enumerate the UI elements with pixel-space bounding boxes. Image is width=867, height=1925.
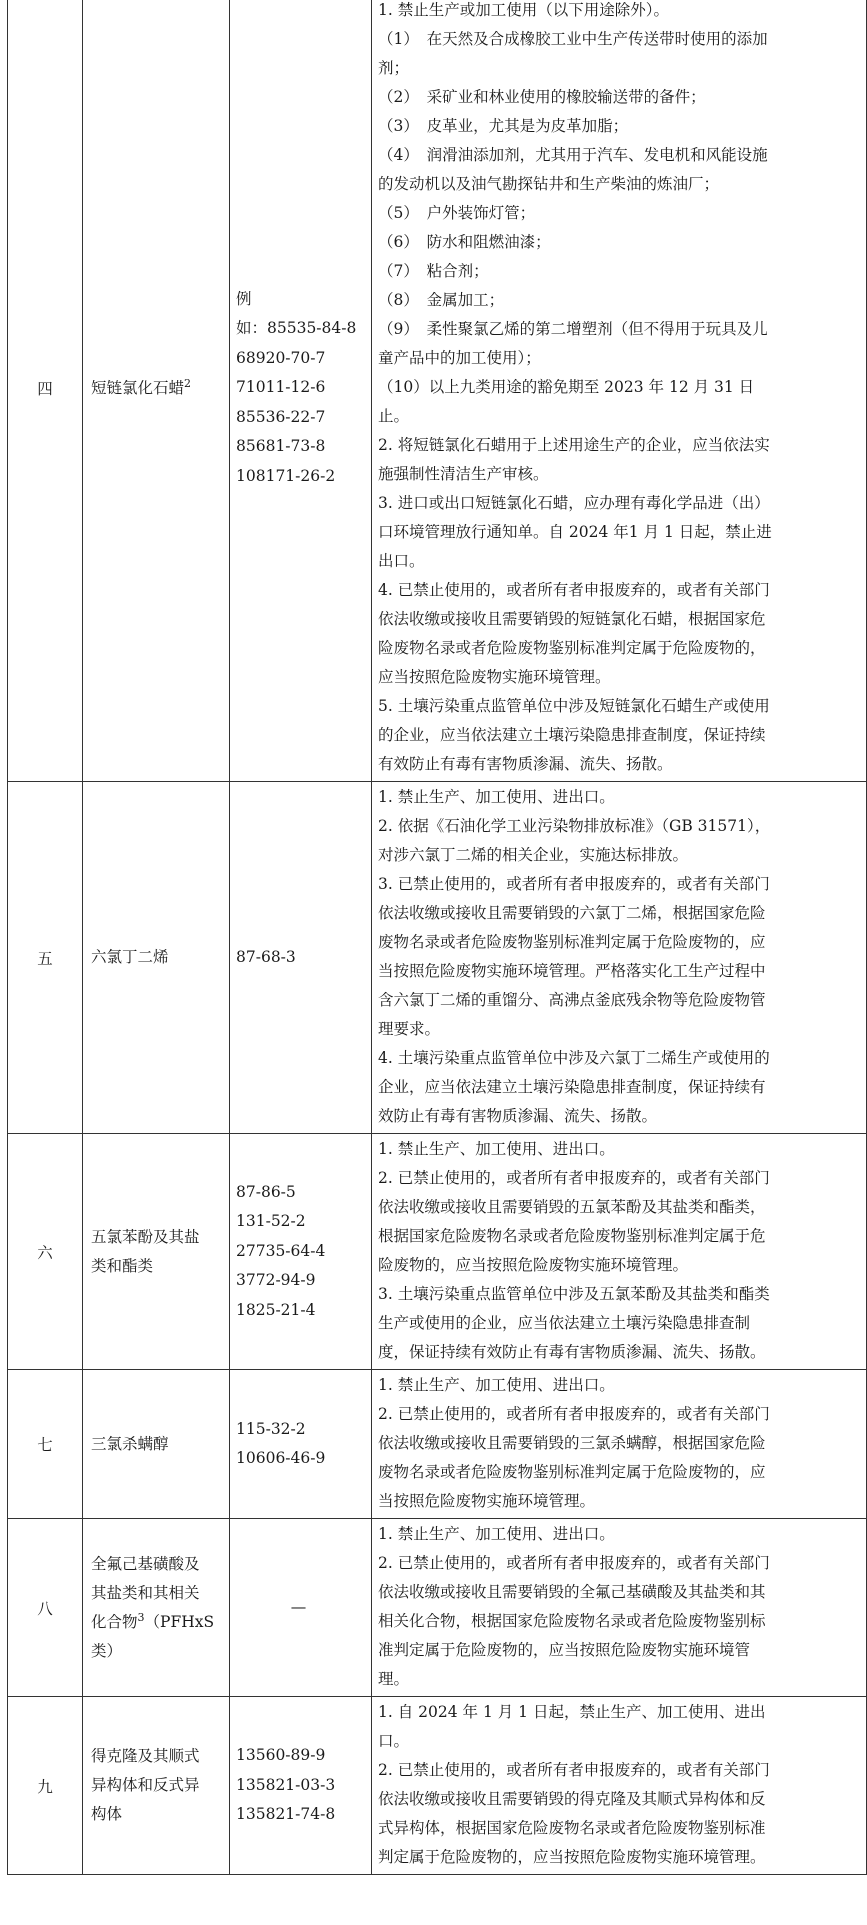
substance-name-cell <box>83 1697 230 1875</box>
cas-number-cell <box>230 782 372 1134</box>
substance-name-text: 五氯苯酚及其盐 <box>91 1227 200 1246</box>
substance-name-abbrev: （PFHxS <box>144 1612 215 1631</box>
measure-text-line: 4. 已禁止使用的，或者所有者申报废弃的，或者有关部门 <box>378 581 770 599</box>
measure-text-line: 的发动机以及油气勘探钻井和生产柴油的炼油厂； <box>378 175 720 193</box>
substance-name-cell <box>83 1519 230 1697</box>
measure-text-line: 止。 <box>378 407 410 425</box>
table-row <box>8 1134 867 1370</box>
substance-name-text: 全氟己基磺酸及 <box>91 1554 200 1573</box>
cas-number: 1825-21-4 <box>236 1300 316 1319</box>
substance-name-cell <box>83 1134 230 1370</box>
measure-text-line: （3） 皮革业，尤其是为皮革加脂； <box>378 117 629 135</box>
substance-name-line <box>91 1430 229 1459</box>
control-measures-cell <box>372 1370 867 1519</box>
measure-text-line: 1. 禁止生产或加工使用（以下用途除外）。 <box>378 1 669 19</box>
measure-text-line: 施强制性清洁生产审核。 <box>378 465 549 483</box>
cas-number: 27735-64-4 <box>236 1241 326 1260</box>
measure-text-line: 2. 已禁止使用的，或者所有者申报废弃的，或者有关部门 <box>378 1761 770 1779</box>
substance-name-line <box>91 374 229 403</box>
measure-text-line: 依法收缴或接收且需要销毁的三氯杀螨醇，根据国家危险 <box>378 1434 766 1452</box>
substance-name-text: 六氯丁二烯 <box>91 948 169 966</box>
control-measures-cell <box>372 782 867 1134</box>
cas-number-cell <box>230 1370 372 1519</box>
measure-text-line: 相关化合物，根据国家危险废物名录或者危险废物鉴别标 <box>378 1612 766 1630</box>
substance-name-line <box>91 1742 229 1771</box>
measure-text-line: 依法收缴或接收且需要销毁的五氯苯酚及其盐类和酯类， <box>378 1198 766 1216</box>
substance-name-text: 异构体和反式异 <box>91 1776 200 1794</box>
row-number: 八 <box>8 1519 83 1697</box>
measure-text-line: 当按照危险废物实施环境管理。严格落实化工生产过程中 <box>378 962 766 980</box>
measure-text-line: 4. 土壤污染重点监管单位中涉及六氯丁二烯生产或使用的 <box>378 1049 770 1067</box>
cas-number: 135821-74-8 <box>236 1805 336 1824</box>
measure-text-line: 2. 已禁止使用的，或者所有者申报废弃的，或者有关部门 <box>378 1169 770 1187</box>
substance-name-line <box>91 943 229 972</box>
cas-number-cell <box>230 1134 372 1370</box>
controlled-substances-table <box>7 0 867 1875</box>
cas-number: 71011-12-6 <box>236 378 326 397</box>
substance-name-text: 类） <box>91 1641 123 1660</box>
measure-text-line: 1. 禁止生产、加工使用、进出口。 <box>378 788 615 806</box>
measure-text-line: 1. 自 2024 年 1 月 1 日起，禁止生产、加工使用、进出 <box>378 1703 766 1721</box>
measure-text-line: 5. 土壤污染重点监管单位中涉及短链氯化石蜡生产或使用 <box>378 697 770 715</box>
cas-number: 13560-89-9 <box>236 1746 326 1765</box>
cas-number: 10606-46-9 <box>236 1449 326 1467</box>
measure-text-line: 依法收缴或接收且需要销毁的全氟己基磺酸及其盐类和其 <box>378 1583 766 1601</box>
measure-text-line: 理要求。 <box>378 1020 441 1038</box>
footnote-marker: 3 <box>137 1610 145 1624</box>
substance-name-line <box>91 1800 229 1829</box>
substance-name-text: 三氯杀螨醇 <box>91 1434 169 1453</box>
measure-text-line: 险废物名录或者危险废物鉴别标准判定属于危险废物的， <box>378 639 766 657</box>
substance-name-text: 短链氯化石蜡 <box>91 378 185 397</box>
cas-number-cell <box>230 0 372 782</box>
row-number: 九 <box>8 1697 83 1875</box>
substance-name-line <box>91 1608 229 1637</box>
table-body <box>8 0 867 1875</box>
footnote-marker: 2 <box>184 376 192 390</box>
measure-text-line: 2. 已禁止使用的，或者所有者申报废弃的，或者有关部门 <box>378 1405 770 1423</box>
substance-name-text: 得克隆及其顺式 <box>91 1747 200 1765</box>
table-row <box>8 0 867 782</box>
measure-text-line: 生产或使用的企业，应当依法建立土壤污染隐患排查制 <box>378 1314 751 1332</box>
measure-text-line: （7） 粘合剂； <box>378 262 489 280</box>
cas-number: — <box>290 1597 307 1616</box>
table-row <box>8 1519 867 1697</box>
substance-name-text: 构体 <box>91 1805 123 1823</box>
measure-text-line: 3. 进口或出口短链氯化石蜡，应办理有毒化学品进（出） <box>378 494 770 512</box>
measure-text-line: （6） 防水和阻燃油漆； <box>378 233 551 251</box>
measure-text-line: 判定属于危险废物的，应当按照危险废物实施环境管理。 <box>378 1848 766 1866</box>
measure-text-line: 2. 依据《石油化学工业污染物排放标准》（GB 31571）， <box>378 817 771 835</box>
measure-text-line: 3. 已禁止使用的，或者所有者申报废弃的，或者有关部门 <box>378 875 770 893</box>
measure-text-line: 1. 禁止生产、加工使用、进出口。 <box>378 1525 615 1543</box>
substance-name-line <box>91 1252 229 1281</box>
control-measures-cell <box>372 1519 867 1697</box>
measure-text-line: 准判定属于危险废物的，应当按照危险废物实施环境管 <box>378 1641 751 1659</box>
measure-text-line: 度，保证持续有效防止有毒有害物质渗漏、流失、扬散。 <box>378 1343 766 1361</box>
substance-name-text: 其盐类和其相关 <box>91 1583 200 1602</box>
measure-text-line: （10）以上九类用途的豁免期至 2023 年 12 月 31 日 <box>378 378 755 396</box>
substance-name-line <box>91 1637 229 1666</box>
cas-number: 131-52-2 <box>236 1212 306 1231</box>
cas-number: 85681-73-8 <box>236 437 326 456</box>
measure-text-line: （9） 柔性聚氯乙烯的第二增塑剂（但不得用于玩具及儿 <box>378 320 768 338</box>
measure-text-line: 依法收缴或接收且需要销毁的得克隆及其顺式异构体和反 <box>378 1790 766 1808</box>
substance-name-cell <box>83 0 230 782</box>
cas-number: 87-68-3 <box>236 947 296 966</box>
measure-text-line: 废物名录或者危险废物鉴别标准判定属于危险废物的，应 <box>378 933 766 951</box>
substance-name-line <box>91 1771 229 1800</box>
table-row <box>8 1697 867 1875</box>
measure-text-line: 应当按照危险废物实施环境管理。 <box>378 668 611 686</box>
measure-text-line: （4） 润滑油添加剂，尤其用于汽车、发电机和风能设施 <box>378 146 768 164</box>
measure-text-line: 当按照危险废物实施环境管理。 <box>378 1492 596 1510</box>
cas-number: 135821-03-3 <box>236 1775 336 1794</box>
substance-name-text: 类和酯类 <box>91 1256 154 1275</box>
cas-number: 115-32-2 <box>236 1419 306 1438</box>
row-number: 四 <box>8 0 83 782</box>
substance-name-cell <box>83 782 230 1134</box>
measure-text-line: 险废物的，应当按照危险废物实施环境管理。 <box>378 1256 689 1274</box>
substance-name-line <box>91 1579 229 1608</box>
measure-text-line: 2. 已禁止使用的，或者所有者申报废弃的，或者有关部门 <box>378 1554 770 1572</box>
substance-name-line <box>91 1223 229 1252</box>
row-number: 五 <box>8 782 83 1134</box>
control-measures-cell <box>372 1134 867 1370</box>
row-number: 七 <box>8 1370 83 1519</box>
measure-text-line: 口环境管理放行通知单。自 2024 年1 月 1 日起，禁止进 <box>378 523 772 541</box>
cas-number: 85536-22-7 <box>236 407 326 426</box>
measure-text-line: 出口。 <box>378 552 425 570</box>
cas-number-cell <box>230 1697 372 1875</box>
measure-text-line: 1. 禁止生产、加工使用、进出口。 <box>378 1376 615 1394</box>
measure-text-line: （1） 在天然及合成橡胶工业中生产传送带时使用的添加 <box>378 30 768 48</box>
cas-number: 3772-94-9 <box>236 1271 316 1290</box>
cas-number: 例 <box>236 289 252 308</box>
measure-text-line: （8） 金属加工； <box>378 291 505 309</box>
measure-text-line: 童产品中的加工使用）； <box>378 349 541 367</box>
measure-text-line: 2. 将短链氯化石蜡用于上述用途生产的企业，应当依法实 <box>378 436 770 454</box>
cas-number-cell <box>230 1519 372 1697</box>
cas-number: 87-86-5 <box>236 1182 296 1201</box>
table-row <box>8 782 867 1134</box>
measure-text-line: （2） 采矿业和林业使用的橡胶输送带的备件； <box>378 88 706 106</box>
measure-text-line: 依法收缴或接收且需要销毁的短链氯化石蜡，根据国家危 <box>378 610 766 628</box>
substance-name-line <box>91 1550 229 1579</box>
control-measures-cell <box>372 1697 867 1875</box>
measure-text-line: 含六氯丁二烯的重馏分、高沸点釜底残余物等危险废物管 <box>378 991 766 1009</box>
control-measures-cell <box>372 0 867 782</box>
measure-text-line: 剂； <box>378 59 410 77</box>
measure-text-line: 依法收缴或接收且需要销毁的六氯丁二烯，根据国家危险 <box>378 904 766 922</box>
measure-text-line: 有效防止有毒有害物质渗漏、流失、扬散。 <box>378 755 673 773</box>
measure-text-line: 式异构体，根据国家危险废物名录或者危险废物鉴别标准 <box>378 1819 766 1837</box>
substance-name-cell <box>83 1370 230 1519</box>
row-number: 六 <box>8 1134 83 1370</box>
cas-number: 108171-26-2 <box>236 466 336 485</box>
measure-text-line: 3. 土壤污染重点监管单位中涉及五氯苯酚及其盐类和酯类 <box>378 1285 770 1303</box>
measure-text-line: 废物名录或者危险废物鉴别标准判定属于危险废物的，应 <box>378 1463 766 1481</box>
measure-text-line: 1. 禁止生产、加工使用、进出口。 <box>378 1140 615 1158</box>
measure-text-line: 的企业，应当依法建立土壤污染隐患排查制度，保证持续 <box>378 726 766 744</box>
measure-text-line: 企业，应当依法建立土壤污染隐患排查制度，保证持续有 <box>378 1078 766 1096</box>
measure-text-line: 理。 <box>378 1670 410 1688</box>
measure-text-line: 口。 <box>378 1732 410 1750</box>
cas-number: 如：85535-84-8 <box>236 319 357 338</box>
measure-text-line: （5） 户外装饰灯管； <box>378 204 536 222</box>
table-row <box>8 1370 867 1519</box>
measure-text-line: 对涉六氯丁二烯的相关企业，实施达标排放。 <box>378 846 689 864</box>
substance-name-text: 化合物 <box>91 1612 138 1631</box>
cas-number: 68920-70-7 <box>236 348 326 367</box>
measure-text-line: 根据国家危险废物名录或者危险废物鉴别标准判定属于危 <box>378 1227 766 1245</box>
measure-text-line: 效防止有毒有害物质渗漏、流失、扬散。 <box>378 1107 658 1125</box>
